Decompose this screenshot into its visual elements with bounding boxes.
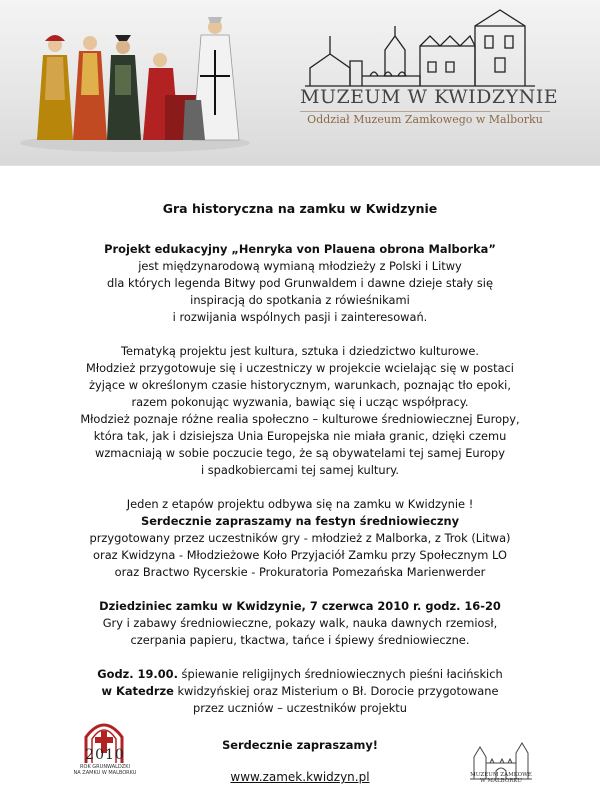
medieval-figures-illustration	[15, 5, 255, 155]
logo-year: 2010	[85, 747, 125, 763]
festival-paragraph	[0, 496, 600, 581]
theme-line: żyjące w określonym czasie historycznym, warunkach, poznając tło epoki,	[89, 378, 511, 392]
theme-line: Tematyką projektu jest kultura, sztuka i dziedzictwo kulturowe.	[120, 344, 480, 358]
theme-line: razem pokonując wyzwania, bawiąc się i ucząc współpracy.	[131, 395, 469, 409]
intro-line: inspiracją do spotkania z rówieśnikami	[190, 293, 410, 307]
evening-line: śpiewanie religijnych średniowiecznych pieśni łacińskich	[177, 667, 503, 681]
festival-line: oraz Bractwo Rycerskie - Prokuratoria Pomezańska Marienwerder	[114, 565, 486, 579]
intro-line: jest międzynarodową wymianą młodzieży z Polski i Litwy	[138, 259, 462, 273]
festival-intro: Jeden z etapów projektu odbywa się na zamku w Kwidzynie !	[126, 497, 474, 511]
logo-caption-line: MUZEUM ZAMKOWE	[470, 772, 532, 778]
intro-line: i rozwijania wspólnych pasji i zainteresowań.	[172, 310, 428, 324]
evening-time: Godz. 19.00.	[97, 667, 178, 681]
logo-caption-line: ROK GRUNWALDZKI	[80, 764, 130, 770]
museum-name: MUZEUM W KWIDZYNIE	[300, 86, 559, 108]
logo-caption-line: NA ZAMKU W MALBORKU	[73, 770, 137, 776]
festival-invitation: Serdecznie zapraszamy na festyn średniowieczny	[141, 514, 459, 528]
project-name: Projekt edukacyjny „Henryka von Plauena obrona Malborka”	[104, 242, 496, 256]
event-paragraph	[0, 598, 600, 649]
event-line: Gry i zabawy średniowieczne, pokazy walk, nauka dawnych rzemiosł,	[102, 616, 498, 630]
evening-line: kwidzyńskiej oraz Misterium o Bł. Dorocie przygotowane	[173, 684, 499, 698]
event-line: czerpania papieru, tkactwa, tańce i śpiewy średniowieczne.	[130, 633, 470, 647]
website-link[interactable]: www.zamek.kwidzyn.pl	[230, 770, 370, 784]
flyer-content	[0, 200, 600, 734]
malbork-logo-caption	[456, 772, 546, 784]
cathedral-label: w Katedrze	[101, 684, 174, 698]
museum-subtitle: Oddział Muzeum Zamkowego w Malborku	[300, 111, 550, 126]
festival-line: przygotowany przez uczestników gry - młodzież z Malborka, z Trok (Litwa)	[89, 531, 511, 545]
page-title: Gra historyczna na zamku w Kwidzynie	[162, 201, 438, 216]
festival-line: oraz Kwidzyna - Młodzieżowe Koło Przyjaciół Zamku przy Społecznym LO	[93, 548, 507, 562]
castle-line-drawing	[300, 6, 540, 94]
header-banner	[0, 0, 600, 166]
intro-paragraph	[0, 241, 600, 326]
theme-line: która tak, jak i dzisiejsza Unia Europejska nie miała granic, dzięki czemu	[93, 429, 507, 443]
theme-line: Młodzież przygotowuje się i uczestniczy w projekcie wcielając się w postaci	[86, 361, 514, 375]
theme-paragraph	[0, 343, 600, 479]
event-date-location: Dziedziniec zamku w Kwidzynie, 7 czerwca 2010 r. godz. 16-20	[99, 599, 501, 613]
theme-line: wzmacniają w sobie poczucie tego, że są obywatelami tej samej Europy	[95, 446, 505, 460]
evening-paragraph	[0, 666, 600, 717]
theme-line: i spadkobiercami tej samej kultury.	[200, 463, 400, 477]
logo-caption-line: W MALBORKU	[480, 778, 522, 784]
theme-line: Młodzież poznaje różne realia społeczno – kulturowe średniowiecznej Europy,	[80, 412, 520, 426]
closing-invitation: Serdecznie zapraszamy!	[222, 738, 378, 752]
evening-line: przez uczniów – uczestników projektu	[192, 701, 407, 715]
intro-line: dla których legenda Bitwy pod Grunwaldem i dawne dzieje stały się	[107, 276, 493, 290]
